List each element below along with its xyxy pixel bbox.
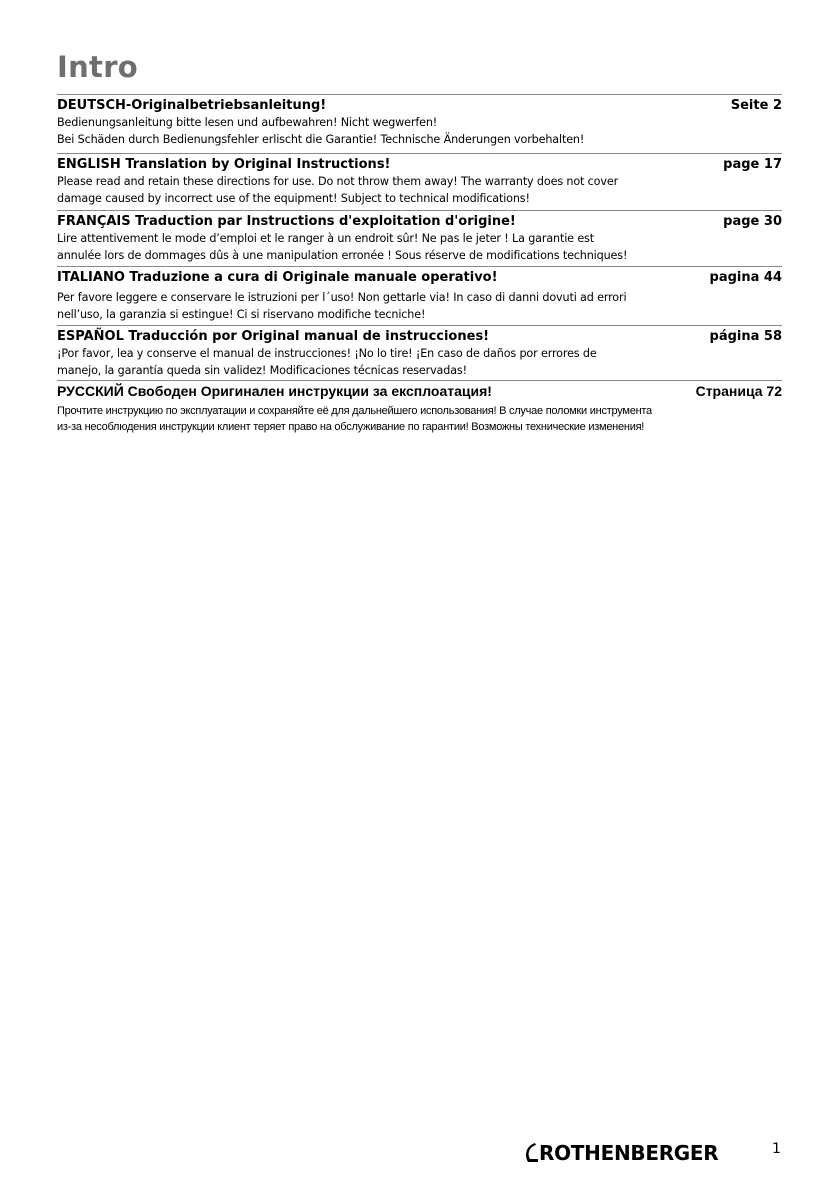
section-line: из-за несоблюдения инструкции клиент теряет право на обслуживание по гарантии! Возможны технические изменения! bbox=[57, 421, 645, 433]
section-heading-row bbox=[57, 328, 782, 345]
section-line: Per favore leggere e conservare le istruzioni per l´uso! Non gettarle via! In caso di danni dovuti ad errori bbox=[57, 291, 627, 304]
rothenberger-swoosh-icon bbox=[522, 1141, 538, 1165]
section-espanol bbox=[57, 325, 782, 380]
section-line: nell’uso, la garanzia si estingue! Ci si riservano modifiche tecniche! bbox=[57, 308, 426, 321]
section-deutsch bbox=[57, 94, 782, 153]
section-russian bbox=[57, 380, 782, 439]
section-line: Прочтите инструкцию по эксплуатации и сохраняйте её для дальнейшего использования! В случае поломки инструмента bbox=[57, 405, 652, 417]
section-line: damage caused by incorrect use of the equipment! Subject to technical modifications! bbox=[57, 192, 530, 205]
section-francais bbox=[57, 210, 782, 266]
section-line: annulée lors de dommages dûs à une manipulation erronée ! Sous réserve de modifications techniques! bbox=[57, 249, 628, 262]
section-page-ref: page 30 bbox=[723, 214, 782, 229]
section-line: Bedienungsanleitung bitte lesen und aufbewahren! Nicht wegwerfen! bbox=[57, 116, 438, 129]
section-line: Please read and retain these directions for use. Do not throw them away! The warranty does not cover bbox=[57, 175, 619, 188]
page-title: Intro bbox=[57, 50, 139, 84]
section-page-ref: pagina 44 bbox=[709, 270, 782, 285]
page-number: 1 bbox=[772, 1141, 781, 1157]
section-heading-row bbox=[57, 213, 782, 230]
rothenberger-logo bbox=[522, 1141, 718, 1165]
section-heading-row bbox=[57, 383, 782, 400]
section-english bbox=[57, 153, 782, 210]
section-heading: ITALIANO Traduzione a cura di Originale manuale operativo! bbox=[57, 270, 498, 285]
section-heading: РУССКИЙ Свободен Оригинален инструкции за експлоатация! bbox=[57, 383, 492, 399]
section-page-ref: Страница 72 bbox=[695, 383, 782, 399]
section-heading: FRANÇAIS Traduction par Instructions d'exploitation d'origine! bbox=[57, 214, 516, 229]
section-heading-row bbox=[57, 97, 782, 114]
section-page-ref: Seite 2 bbox=[730, 98, 782, 113]
section-heading: DEUTSCH-Originalbetriebsanleitung! bbox=[57, 98, 327, 113]
section-page-ref: página 58 bbox=[709, 329, 782, 344]
section-line: Bei Schäden durch Bedienungsfehler erlischt die Garantie! Technische Änderungen vorbehalten! bbox=[57, 133, 585, 146]
section-line: ¡Por favor, lea y conserve el manual de instrucciones! ¡No lo tire! ¡En caso de daños por errores de bbox=[57, 347, 597, 360]
section-heading-row bbox=[57, 156, 782, 173]
section-line: manejo, la garantía queda sin validez! Modificaciones técnicas reservadas! bbox=[57, 364, 467, 377]
language-sections bbox=[57, 94, 782, 439]
section-italiano bbox=[57, 266, 782, 325]
section-page-ref: page 17 bbox=[723, 157, 782, 172]
section-heading: ESPAÑOL Traducción por Original manual de instrucciones! bbox=[57, 329, 490, 344]
section-heading: ENGLISH Translation by Original Instructions! bbox=[57, 157, 391, 172]
section-line: Lire attentivement le mode d’emploi et le ranger à un endroit sûr! Ne pas le jeter ! La garantie est bbox=[57, 232, 594, 245]
section-heading-row bbox=[57, 269, 782, 286]
logo-wordmark: ROTHENBERGER bbox=[539, 1141, 719, 1165]
